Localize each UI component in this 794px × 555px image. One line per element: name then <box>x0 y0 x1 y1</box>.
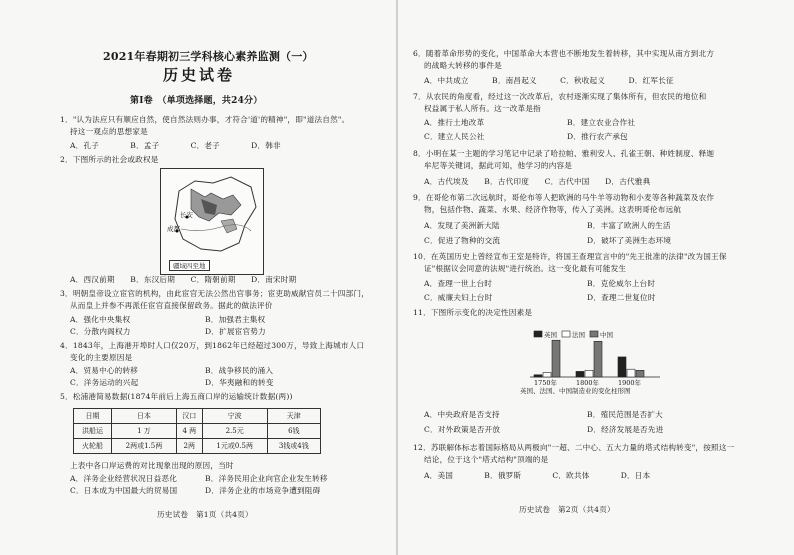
bar <box>627 369 635 377</box>
q7-option-c: C．建立人民公社 <box>424 132 485 141</box>
legend-entry: 英国 <box>544 331 557 339</box>
bar <box>576 371 584 377</box>
q7-stem-line1: 7．从农民的角度看，经过这一次改革后，农村逐渐实现了集体所有，但农民的地位和 <box>413 92 707 101</box>
legend-entry: 中国 <box>600 331 613 339</box>
bar <box>552 340 560 377</box>
q11-chart <box>520 330 695 398</box>
q3-option-b: B．加强君主集权 <box>205 315 266 324</box>
q11-option-a: A．中央政府是否支持 <box>424 410 500 419</box>
q10-stem-line2: 证"根据议会同意的法规"进行统治。这一变化最有可能发生 <box>424 264 627 273</box>
table-cell: 日本 <box>111 409 176 424</box>
bar <box>534 375 542 377</box>
exam-title: 2021年春期初三学科核心素养监测（一） <box>103 50 314 63</box>
x-tick-label: 1900年 <box>618 379 642 387</box>
q4-option-a: A．贸易中心的转移 <box>70 366 139 375</box>
bar <box>594 341 602 377</box>
table-row <box>74 424 321 439</box>
table-cell: 2两 <box>176 439 202 454</box>
table-cell: 宁波 <box>202 409 267 424</box>
q3-option-d: D．扩展宦官势力 <box>205 327 266 336</box>
q1-stem-line2: 持这一观点的思想家是 <box>70 127 148 136</box>
q6-stem-line1: 6．随着革命形势的变化，中国革命大本营也不断地发生着转移，其中实现从南方到北方 <box>413 49 715 58</box>
q9-option-b: B．丰富了欧洲人的生活 <box>587 221 671 230</box>
q6-options: A．中共成立 B．南昌起义 C．秋收起义 D．红军长征 <box>424 76 674 85</box>
table-cell: 2两或1.5两 <box>111 439 176 454</box>
q4-stem-line2: 变化的主要原因是 <box>70 353 133 362</box>
q8-options: A．古代埃及 B．古代印度 C．古代中国 D．古代雅典 <box>424 177 651 186</box>
q5-stem: 5．松浦港简易数据(1874年前后上海五商口岸的运输统计数据(两)) <box>60 392 293 401</box>
legend-entry: 法国 <box>572 331 585 339</box>
q7-option-a: A．推行土地改革 <box>424 118 485 127</box>
q10-stem-line1: 10．在英国历史上曾经宣布王室是特许，将国王查理宣言中的"先王批准的法律"改为国王保 <box>413 252 727 261</box>
bar <box>543 373 551 377</box>
q9-option-c: C．促进了物种的交流 <box>424 236 501 245</box>
table-cell: 火轮船 <box>74 439 112 454</box>
table-cell: 日期 <box>74 409 112 424</box>
q10-option-b: B．克伦威尔上台时 <box>587 279 656 288</box>
table-cell: 3钱或4钱 <box>267 439 320 454</box>
q3-option-a: A．强化中央集权 <box>70 315 131 324</box>
q3-option-c: C．分散内阁权力 <box>70 327 131 336</box>
q7-option-b: B．建立农业合作社 <box>567 118 636 127</box>
q4-stem-line1: 4．1843年，上海港开埠时人口仅20万，到1862年已经超过300万，导致上海城市人口 <box>60 341 365 350</box>
table-row <box>74 409 321 424</box>
q4-option-d: D．华夷融和的转变 <box>205 378 274 387</box>
chart-caption: 英国、法国、中国制造业的变化柱形图 <box>520 387 631 395</box>
map-label-chengdu: 成都 <box>167 225 180 233</box>
q9-stem-line2: 物，包括作物、蔬菜、水果、经济作物等，传入了美洲。这表明哥伦布远航 <box>424 205 682 214</box>
q4-option-c: C．洋务运动的兴起 <box>70 378 139 387</box>
q1-stem-line1: 1．"认为法应只有顺应自然，使自然法则办事，才符合'道'的精神"，即"道法自然"。 <box>60 115 350 124</box>
q7-stem-line2: 权益属于私人所有。这一改革是指 <box>424 104 541 113</box>
table-cell: 6钱 <box>267 424 320 439</box>
q3-stem-line1: 3．明朝皇帝设立宦官的机构，由此宦官无法公然出官事务；宦吏助威献官员二十四部门， <box>60 289 369 298</box>
q9-stem-line1: 9．在哥伦布第二次远航时，哥伦布等人把欧洲的马牛羊等动物和小麦等各种蔬菜及农作 <box>413 193 715 202</box>
q11-option-b: B．殖民范围是否扩大 <box>587 410 663 419</box>
map-drawing <box>161 169 263 274</box>
q11-option-d: D．经济发展是否先进 <box>587 425 664 434</box>
right-page <box>397 0 794 555</box>
q3-stem-line2: 从而皇上并参不再派任宦官直接保留政务。据此的做法评价 <box>70 301 273 310</box>
table-cell: 2.5元 <box>202 424 267 439</box>
map-label-changan: 长安 <box>180 211 193 219</box>
x-tick-label: 1750年 <box>534 379 558 387</box>
q12-stem-line2: 结论，位于这个"塔式结构"顶端的是 <box>424 455 549 464</box>
table-cell: 1 万 <box>111 424 176 439</box>
map-caption: 疆域四至地 <box>169 260 210 271</box>
q10-option-d: D．查理二世复位时 <box>587 293 656 302</box>
q5-option-a: A．洋务企业经营状况日益恶化 <box>70 474 178 483</box>
bar <box>585 370 593 377</box>
legend-swatch <box>562 331 570 337</box>
q10-option-a: A．查理一世上台时 <box>424 279 493 288</box>
x-tick-label: 1800年 <box>576 379 600 387</box>
subject-title: 历史试卷 <box>163 66 236 84</box>
q11-stem: 11．下图所示变化的决定性因素是 <box>413 308 533 317</box>
section-title: 第Ⅰ卷 （单项选择题，共24分） <box>130 96 263 106</box>
q12-stem-line1: 12．苏联解体标志着国际格局从两极向"一超、二中心、五大力量的塔式结构转变"，按照这一 <box>413 443 735 452</box>
bar <box>618 357 626 377</box>
left-footer: 历史试卷 第1页（共4页） <box>157 510 253 519</box>
q2-map <box>160 168 264 275</box>
q1-options: A．孔子 B．孟子 C．老子 D．韩非 <box>70 141 281 150</box>
q8-stem-line1: 8．小明在某一主题的学习笔记中记录了哈拉帕、雅利安人、孔雀王朝、种姓制度、释迦 <box>413 149 715 158</box>
q2-options: A．西汉前期 B．东汉后期 C．隋朝前期 D．南宋时期 <box>70 275 297 284</box>
q5-stem-line2: 上表中各口岸运费的对比现象出现的原因，当时 <box>70 461 234 470</box>
q8-stem-line2: 牟尼等关键词，据此可知，他学习的内容是 <box>424 161 573 170</box>
legend-swatch <box>590 331 598 337</box>
q5-option-b: B．洋务民用企业向官企业发生转移 <box>205 474 328 483</box>
table-cell: 4 两 <box>176 424 202 439</box>
q12-options: A．美国 B．俄罗斯 C．欧共体 D．日本 <box>424 471 651 480</box>
bar <box>636 370 644 377</box>
q6-stem-line2: 的战略大转移的事件是 <box>424 61 502 70</box>
right-footer: 历史试卷 第2页（共4页） <box>519 505 615 514</box>
q9-option-d: D．破坏了美洲生态环境 <box>587 236 672 245</box>
table-cell: 汉口 <box>176 409 202 424</box>
table-cell: 洪船运 <box>74 424 112 439</box>
q4-option-b: B．战争移民的涌入 <box>205 366 274 375</box>
q2-stem: 2．下图所示的社会或政权是 <box>60 155 159 164</box>
q7-option-d: D．推行农产承包 <box>567 132 628 141</box>
q5-option-d: D．洋务企业的市场竞争遭到阻碍 <box>205 486 321 495</box>
q5-option-c: C．日本成为中国最大的贸易国 <box>70 486 178 495</box>
freight-table <box>73 408 321 454</box>
q10-option-c: C．威廉夫妇上台时 <box>424 293 493 302</box>
table-row <box>74 439 321 454</box>
table-cell: 1元或0.5两 <box>202 439 267 454</box>
table-cell: 天津 <box>267 409 320 424</box>
legend-swatch <box>534 331 542 337</box>
q11-option-c: C．对外政策是否开放 <box>424 425 501 434</box>
q9-option-a: A．发现了美洲新大陆 <box>424 221 500 230</box>
